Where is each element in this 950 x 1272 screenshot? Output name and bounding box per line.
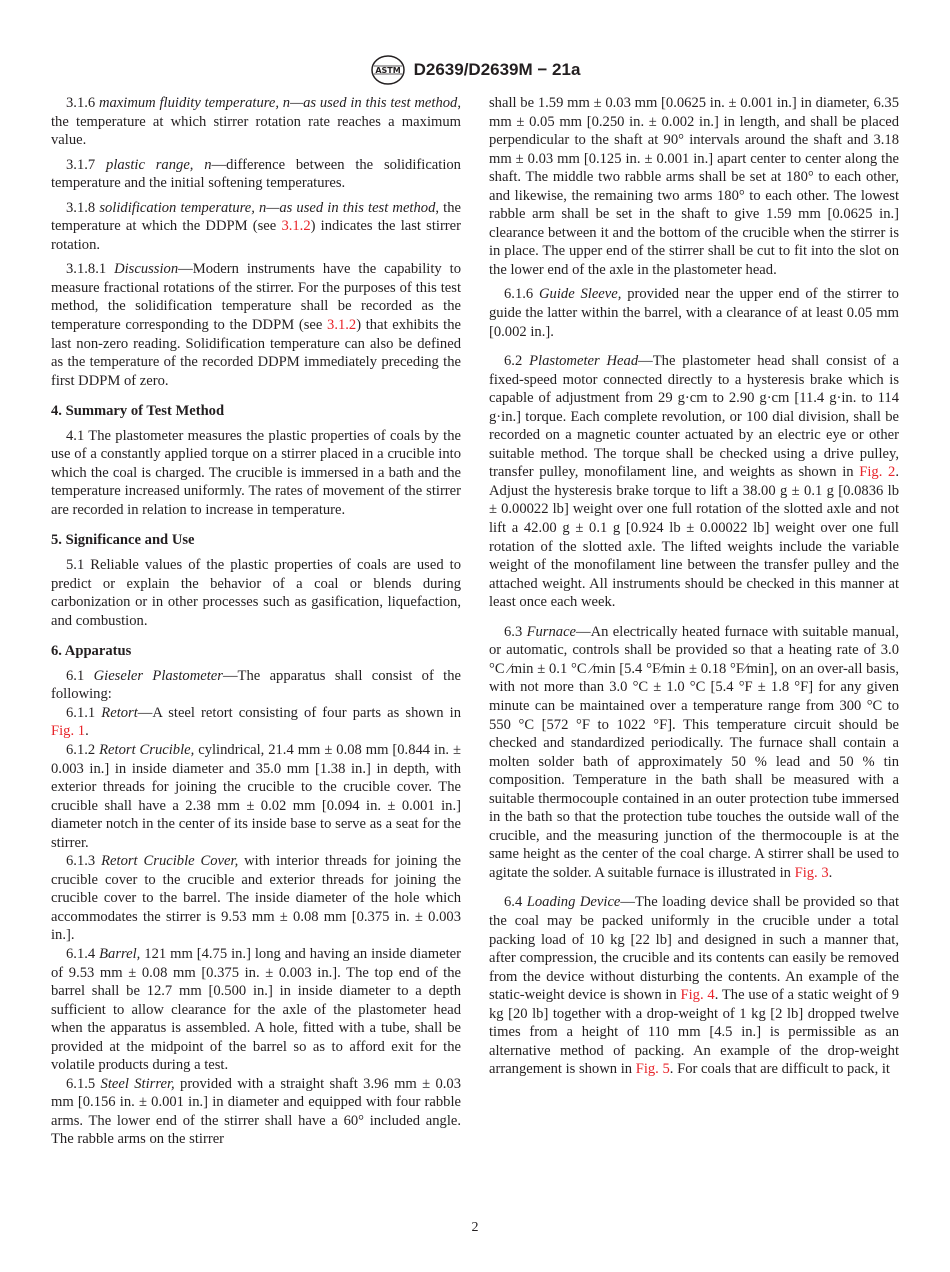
section-link[interactable]: 3.1.2 [281, 218, 311, 235]
paragraph-6-1-6: 6.1.6 Guide Sleeve, provided near the upper end of the stirrer to guide the latter within the barrel, with a clearance of at least 0.05 mm [0.002 in.]. [489, 286, 899, 340]
paragraph-6-3: 6.3 Furnace—An electrically heated furnace with suitable manual, or automatic, controls shall be provided so that a heating rate of 3.0 °C ⁄min ± 0.1 °C ⁄min [5.4 °F⁄min ± 0.18 °F⁄min], on an over-all basis, with not more than 3.0 °C ± 1.0 °C [5.4 °F ± 1.8 °F] for any given minute can be maintained over a temperature range from 300 °C to 550 °C [572 °F to 1022 °F]. This temperature circuit should be checked and standardized periodically. The furnace shall contain a molten solder bath of approximately 50 % lead and 50 % tin composition. Temperature in the bath shall be measured with a suitable thermocouple contained in an outer protection tube immersed in the bath so that the protection tube touches the outside wall of the crucible, and the measuring junction of the thermocouple is at the same height as the center of the coal charge. A stirrer shall be used to agitate the solder. A suitable furnace is illustrated in Fig. 3. [489, 623, 899, 881]
right-column [489, 94, 899, 1079]
paragraph-6-1-3: 6.1.3 Retort Crucible Cover, with interior threads for joining the crucible cover to the crucible and exterior threads for joining the crucible cover to the barrel. The inside diameter of the hole which accommodates the stirrer is 9.53 mm ± 0.08 mm [0.375 in. ± 0.003 in.]. [51, 853, 461, 944]
paragraph-6-1-2: 6.1.2 Retort Crucible, cylindrical, 21.4 mm ± 0.08 mm [0.844 in. ± 0.003 in.] in inside diameter and 35.0 mm [1.38 in.] in depth, with exterior threads for joining the crucible to the crucible cover. The crucible shall have a 2.38 mm ± 0.02 mm [0.094 in. ± 0.001 in.] diameter notch in the center of its inside base to serve as a seat for the stirrer. [51, 741, 461, 851]
document-designation: D2639/D2639M − 21a [413, 60, 581, 79]
paragraph-3-1-8-1: 3.1.8.1 Discussion—Modern instruments have the capability to measure fractional rotations of the stirrer. For the purposes of this test method, the solidification temperature shall be recorded as the temperature corresponding to the DDPM (see 3.1.2) that exhibits the last non-zero reading. Solidification temperature can also be defined as the temperature of the recorded DDPM immediately preceding the first DDPM of zero. [51, 261, 462, 389]
paragraph-6-4: 6.4 Loading Device—The loading device shall be provided so that the coal may be packed uniformly in the crucible under a total packing load of 10 kg [22 lb] and designed in such a manner that, after compression, the crucible and its contents can easily be removed from the device without disturbing the contents. An example of the static-weight device is shown in Fig. 4. The use of a static weight of 9 kg [20 lb] together with a drop-weight of 1 kg [2 lb] dropped twelve times from a height of 110 mm [4.5 in.] is permissible as an alternative method of packing. An example of the drop-weight arrangement is shown in Fig. 5. For coals that are difficult to pack, it [489, 894, 900, 1078]
figure-link[interactable]: Fig. 2 [859, 464, 896, 481]
svg-text:ASTM: ASTM [374, 66, 401, 75]
paragraph-5-1: 5.1 Reliable values of the plastic properties of coals are used to predict or explain the behavior of a coal or blends during carbonization or in other processes such as gasification, liquefaction, and combustion. [51, 557, 461, 629]
paragraph-6-1-5: 6.1.5 Steel Stirrer, provided with a straight shaft 3.96 mm ± 0.03 mm [0.156 in. ± 0.001 in.] in diameter and equipped with four rabble arms. The lower end of the stirrer shall have a 60° included angle. The rabble arms on the stirrer [51, 1075, 462, 1148]
paragraph-6-2: 6.2 Plastometer Head—The plastometer head shall consist of a fixed-speed motor connected directly to a hysteresis brake which is capable of adjustment from 29 g·cm to 2.90 g·cm [11.4 g·in. to 114 g·in.] torque. Each complete revolution, or 100 dial division, shall be recorded on a magnetic counter actuated by an electric eye or other suitable method. The torque shall be checked using a drive pulley, transfer pulley, monofilament line, and weights as shown in Fig. 2. Adjust the hysteresis brake torque to lift a 38.00 g ± 0.1 g [0.0836 lb ± 0.00022 lb] weight over one full rotation of the slotted axle and not lift a 42.00 g ± 0.1 g [0.924 lb ± 0.00022 lb] weight over one full rotation of the slotted axle. The lifted weights include the variable weight of the monofilament line between the transfer pulley and the attached weight. All instruments should be checked in this manner at least once each week. [489, 353, 899, 611]
left-column [51, 94, 461, 1149]
paragraph-3-1-6: 3.1.6 maximum fluidity temperature, n—as used in this test method, the temperature at which stirrer rotation rate reaches a maximum value. [51, 95, 461, 149]
section-heading-4: 4. Summary of Test Method [51, 403, 225, 420]
paragraph-6-1-1: 6.1.1 Retort—A steel retort consisting of four parts as shown in Fig. 1. [51, 704, 461, 740]
section-link[interactable]: 3.1.2 [327, 317, 357, 334]
figure-link[interactable]: Fig. 3 [794, 864, 829, 881]
paragraph-3-1-7: 3.1.7 plastic range, n—difference between the solidification temperature and the initial softening temperatures. [51, 156, 461, 192]
page-number: 2 [471, 1220, 479, 1235]
paragraph-6-1-5-continued: shall be 1.59 mm ± 0.03 mm [0.0625 in. ± 0.001 in.] in diameter, 6.35 mm ± 0.05 mm [0.250 in. ± 0.002 in.] in length, and shall be placed perpendicular to the shaft at 90° intervals around the shaft and 3.18 mm ± 0.03 mm [0.125 in. ± 0.001 in.] apart center to center along the shaft. The middle two rabble arms shall be set at 180° to each other, and likewise, the remaining two arms 180° to each other. The lowest rabble arm shall be set in the shaft to give 1.59 mm [0.0625 in.] clearance between it and the bottom of the crucible when the stirrer is in place. The upper end of the stirrer shall be cut to fit into the slot on the lower end of the axle in the plastometer head. [489, 95, 899, 278]
paragraph-6-1-4: 6.1.4 Barrel, 121 mm [4.75 in.] long and having an inside diameter of 9.53 mm ± 0.08 mm [0.375 in. ± 0.003 in.]. The top end of the barrel shall be 12.7 mm [0.500 in.] in inside diameter to a depth sufficient to allow clearance for the axle of the plastometer head when the apparatus is assembled. A hole, fitted with a tube, shall be provided at the midpoint of the barrel so as to afford exit for the volatile products during a test. [51, 945, 461, 1074]
figure-link[interactable]: Fig. 5 [635, 1061, 670, 1078]
paragraph-4-1: 4.1 The plastometer measures the plastic properties of coals by the use of a constantly applied torque on a stirrer placed in a crucible into which the coal is charged. The crucible is immersed in a bath and the temperature increased uniformly. The rates of movement of the stirrer are recorded in relation to increase in temperature. [51, 427, 461, 518]
figure-link[interactable]: Fig. 1 [51, 723, 86, 740]
section-heading-6: 6. Apparatus [51, 643, 132, 660]
page-header [0, 50, 950, 90]
astm-logo-icon [370, 54, 406, 86]
figure-link[interactable]: Fig. 4 [680, 987, 715, 1004]
paragraph-3-1-8: 3.1.8 solidification temperature, n—as used in this test method, the temperature at which the DDPM (see 3.1.2) indicates the last stirrer rotation. [51, 199, 462, 253]
paragraph-6-1: 6.1 Gieseler Plastometer—The apparatus shall consist of the following: [51, 667, 461, 703]
section-heading-5: 5. Significance and Use [51, 532, 195, 549]
